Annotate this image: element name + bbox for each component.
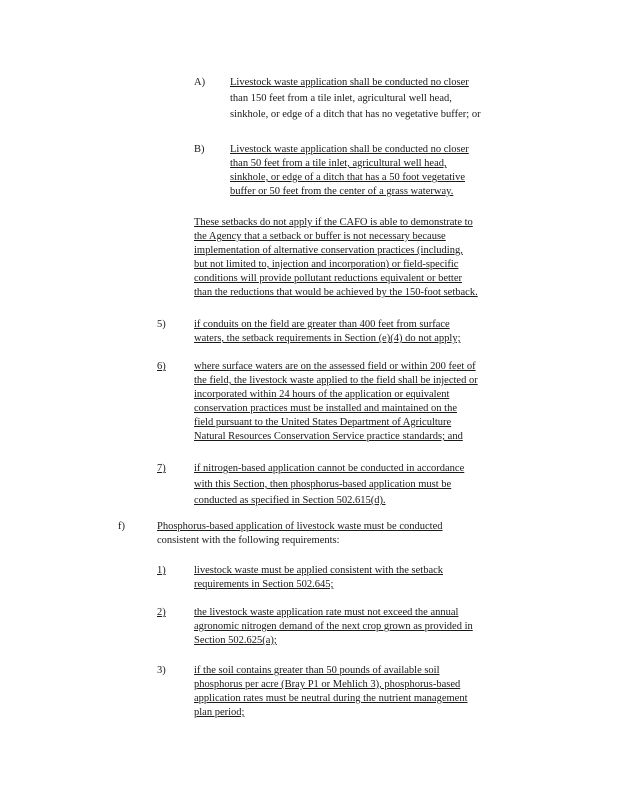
text-line: Natural Resources Conservation Service practice standards; and — [194, 431, 463, 442]
text-line: application rates must be neutral during the nutrient management — [194, 693, 468, 704]
item-7-label: 7) — [157, 463, 166, 474]
text-line: phosphorus per acre (Bray P1 or Mehlich 3), phosphorus-based — [194, 679, 461, 690]
text-line: than 150 feet from a tile inlet, agricultural well head, — [230, 93, 452, 104]
text-line: implementation of alternative conservation practices (including, — [194, 245, 463, 256]
text-line: Section 502.625(a); — [194, 635, 277, 646]
text-line: the Agency that a setback or buffer is not necessary because — [194, 231, 446, 242]
text-line: conducted as specified in Section 502.615(d). — [194, 495, 386, 506]
section-f-label: f) — [118, 521, 125, 532]
section-a-label: A) — [194, 77, 206, 88]
text-line: Livestock waste application shall be conducted no closer — [230, 77, 469, 88]
f-item-2-label: 2) — [157, 607, 166, 618]
text-line: conditions will provide pollutant reductions equivalent or better — [194, 273, 462, 284]
text-line: the livestock waste application rate must not exceed the annual — [194, 607, 459, 618]
text-line: conservation practices must be installed and maintained on the — [194, 403, 458, 414]
text-line: agronomic nitrogen demand of the next crop grown as provided in — [194, 621, 473, 632]
text-line: buffer or 50 feet from the center of a grass waterway. — [230, 186, 454, 197]
text-line: if nitrogen-based application cannot be conducted in accordance — [194, 463, 465, 474]
item-6-label: 6) — [157, 361, 166, 372]
f-item-3-label: 3) — [157, 665, 166, 676]
text-line: Livestock waste application shall be conducted no closer — [230, 144, 469, 155]
text-line: requirements in Section 502.645; — [194, 579, 334, 590]
text-line: if conduits on the field are greater than 400 feet from surface — [194, 319, 450, 330]
text-line: Phosphorus-based application of livestock waste must be conducted — [157, 521, 443, 532]
text-line: but not limited to, injection and incorporation) or field-specific — [194, 259, 459, 270]
text-line: These setbacks do not apply if the CAFO is able to demonstrate to — [194, 217, 473, 228]
text-line: plan period; — [194, 707, 245, 718]
text-line: if the soil contains greater than 50 pounds of available soil — [194, 665, 440, 676]
text-line: sinkhole, or edge of a ditch that has a 50 foot vegetative — [230, 172, 466, 183]
text-line: livestock waste must be applied consistent with the setback — [194, 565, 444, 576]
text-line: field pursuant to the United States Department of Agriculture — [194, 417, 452, 428]
item-5-label: 5) — [157, 319, 166, 330]
text-line: where surface waters are on the assessed field or within 200 feet of — [194, 361, 476, 372]
text-line: incorporated within 24 hours of the application or equivalent — [194, 389, 450, 400]
text-line: waters, the setback requirements in Section (e)(4) do not apply; — [194, 333, 461, 344]
text-line: than 50 feet from a tile inlet, agricultural well head, — [230, 158, 447, 169]
text-line: the field, the livestock waste applied to the field shall be injected or — [194, 375, 478, 386]
text-line: than the reductions that would be achieved by the 150-foot setback. — [194, 287, 478, 298]
text-line: consistent with the following requirements: — [157, 535, 340, 546]
text-line: sinkhole, or edge of a ditch that has no vegetative buffer; or — [230, 109, 481, 120]
section-b-label: B) — [194, 144, 205, 155]
f-item-1-label: 1) — [157, 565, 166, 576]
text-line: with this Section, then phosphorus-based application must be — [194, 479, 452, 490]
